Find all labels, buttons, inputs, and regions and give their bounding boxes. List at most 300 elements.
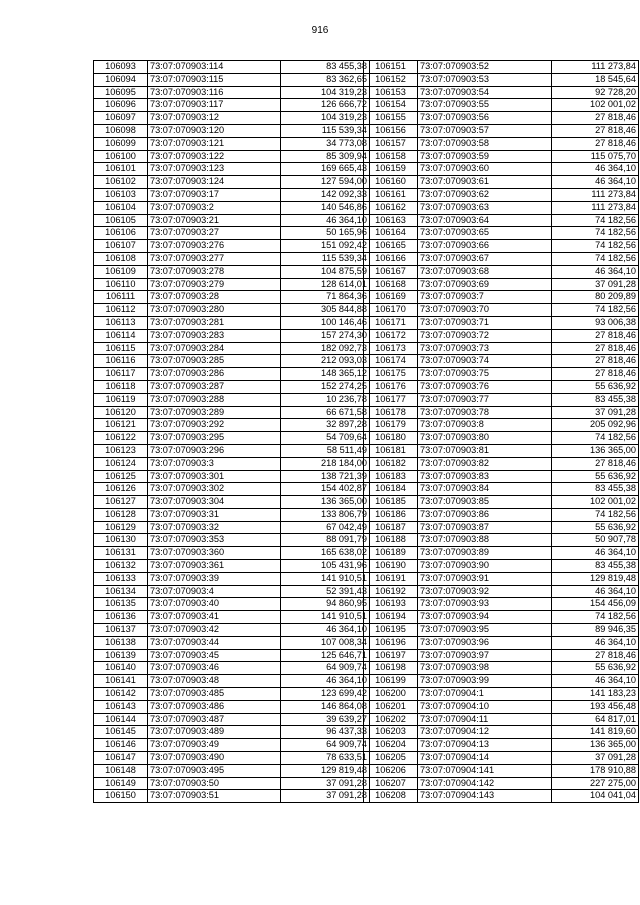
cadastral-number: 73:07:070903:280 — [148, 304, 281, 317]
table-row — [94, 444, 370, 457]
table-row — [364, 316, 639, 329]
cadastral-number: 73:07:070903:59 — [418, 150, 552, 163]
row-number: 106164 — [364, 227, 418, 240]
cadastral-number: 73:07:070903:283 — [148, 329, 281, 342]
row-number: 106124 — [94, 457, 148, 470]
table-row — [94, 124, 370, 137]
cadastral-number: 73:07:070903:360 — [148, 547, 281, 560]
cadastral-number: 73:07:070903:42 — [148, 624, 281, 637]
table-row — [94, 393, 370, 406]
table-row — [364, 777, 639, 790]
cadastral-number: 73:07:070903:289 — [148, 406, 281, 419]
cadastral-value: 46 364,10 — [552, 636, 639, 649]
row-number: 106134 — [94, 585, 148, 598]
row-number: 106100 — [94, 150, 148, 163]
row-number: 106137 — [94, 624, 148, 637]
row-number: 106176 — [364, 380, 418, 393]
cadastral-value: 89 946,35 — [552, 624, 639, 637]
table-row — [94, 419, 370, 432]
table-row — [364, 534, 639, 547]
cadastral-value: 178 910,88 — [552, 764, 639, 777]
table-row — [94, 585, 370, 598]
cadastral-value: 66 671,58 — [281, 406, 370, 419]
table-row — [94, 777, 370, 790]
table-row — [364, 688, 639, 701]
row-number: 106126 — [94, 483, 148, 496]
cadastral-number: 73:07:070903:87 — [418, 521, 552, 534]
table-row — [364, 368, 639, 381]
table-row — [94, 739, 370, 752]
row-number: 106149 — [94, 777, 148, 790]
cadastral-number: 73:07:070903:284 — [148, 342, 281, 355]
row-number: 106175 — [364, 368, 418, 381]
cadastral-value: 83 455,38 — [552, 483, 639, 496]
table-row — [364, 649, 639, 662]
row-number: 106151 — [364, 61, 418, 74]
cadastral-value: 141 910,51 — [281, 572, 370, 585]
cadastral-number: 73:07:070903:27 — [148, 227, 281, 240]
cadastral-number: 73:07:070903:71 — [418, 316, 552, 329]
cadastral-value: 128 614,01 — [281, 278, 370, 291]
cadastral-value: 115 075,70 — [552, 150, 639, 163]
table-row — [364, 176, 639, 189]
table-row — [94, 73, 370, 86]
row-number: 106172 — [364, 329, 418, 342]
cadastral-value: 55 636,92 — [552, 470, 639, 483]
cadastral-value: 27 818,46 — [552, 342, 639, 355]
table-row — [364, 355, 639, 368]
cadastral-value: 78 633,51 — [281, 752, 370, 765]
table-row — [364, 406, 639, 419]
cadastral-number: 73:07:070903:45 — [148, 649, 281, 662]
table-row — [94, 201, 370, 214]
row-number: 106199 — [364, 675, 418, 688]
row-number: 106132 — [94, 560, 148, 573]
row-number: 106187 — [364, 521, 418, 534]
table-row — [94, 432, 370, 445]
table-row — [94, 291, 370, 304]
cadastral-value: 50 907,78 — [552, 534, 639, 547]
row-number: 106148 — [94, 764, 148, 777]
cadastral-number: 73:07:070903:49 — [148, 739, 281, 752]
cadastral-value: 64 817,01 — [552, 713, 639, 726]
cadastral-number: 73:07:070903:50 — [148, 777, 281, 790]
row-number: 106205 — [364, 752, 418, 765]
cadastral-value: 10 236,78 — [281, 393, 370, 406]
cadastral-number: 73:07:070903:81 — [418, 444, 552, 457]
cadastral-number: 73:07:070903:76 — [418, 380, 552, 393]
row-number: 106157 — [364, 137, 418, 150]
cadastral-value: 64 909,74 — [281, 739, 370, 752]
cadastral-number: 73:07:070903:73 — [418, 342, 552, 355]
cadastral-value: 104 875,59 — [281, 265, 370, 278]
row-number: 106141 — [94, 675, 148, 688]
cadastral-value: 55 636,92 — [552, 521, 639, 534]
cadastral-value: 157 274,30 — [281, 329, 370, 342]
table-row — [364, 329, 639, 342]
table-row — [94, 240, 370, 253]
cadastral-number: 73:07:070903:51 — [148, 790, 281, 803]
row-number: 106130 — [94, 534, 148, 547]
cadastral-value: 37 091,28 — [552, 752, 639, 765]
cadastral-number: 73:07:070903:301 — [148, 470, 281, 483]
row-number: 106192 — [364, 585, 418, 598]
cadastral-number: 73:07:070903:286 — [148, 368, 281, 381]
cadastral-value: 141 819,60 — [552, 726, 639, 739]
cadastral-value: 46 364,10 — [552, 675, 639, 688]
cadastral-number: 73:07:070903:56 — [418, 112, 552, 125]
table-row — [364, 470, 639, 483]
table-row — [364, 508, 639, 521]
table-row — [364, 611, 639, 624]
table-row — [94, 560, 370, 573]
cadastral-value: 74 182,56 — [552, 227, 639, 240]
table-row — [94, 457, 370, 470]
cadastral-value: 141 910,51 — [281, 611, 370, 624]
cadastral-number: 73:07:070903:93 — [418, 598, 552, 611]
cadastral-value: 105 431,96 — [281, 560, 370, 573]
row-number: 106098 — [94, 124, 148, 137]
cadastral-number: 73:07:070903:278 — [148, 265, 281, 278]
cadastral-value: 93 006,38 — [552, 316, 639, 329]
cadastral-value: 37 091,28 — [281, 790, 370, 803]
cadastral-value: 27 818,46 — [552, 649, 639, 662]
table-row — [364, 163, 639, 176]
cadastral-value: 111 273,84 — [552, 61, 639, 74]
row-number: 106119 — [94, 393, 148, 406]
table-row — [94, 304, 370, 317]
cadastral-number: 73:07:070903:485 — [148, 688, 281, 701]
row-number: 106105 — [94, 214, 148, 227]
cadastral-value: 67 042,49 — [281, 521, 370, 534]
row-number: 106165 — [364, 240, 418, 253]
cadastral-value: 133 806,79 — [281, 508, 370, 521]
cadastral-number: 73:07:070903:92 — [418, 585, 552, 598]
cadastral-value: 54 709,64 — [281, 432, 370, 445]
cadastral-value: 107 008,34 — [281, 636, 370, 649]
cadastral-value: 34 773,08 — [281, 137, 370, 150]
cadastral-number: 73:07:070903:62 — [418, 188, 552, 201]
table-row — [94, 380, 370, 393]
cadastral-number: 73:07:070903:8 — [418, 419, 552, 432]
cadastral-value: 74 182,56 — [552, 252, 639, 265]
cadastral-number: 73:07:070903:74 — [418, 355, 552, 368]
row-number: 106108 — [94, 252, 148, 265]
table-row — [94, 624, 370, 637]
table-row — [94, 790, 370, 803]
cadastral-number: 73:07:070903:97 — [418, 649, 552, 662]
row-number: 106143 — [94, 700, 148, 713]
row-number: 106123 — [94, 444, 148, 457]
table-row — [94, 726, 370, 739]
cadastral-number: 73:07:070903:4 — [148, 585, 281, 598]
cadastral-number: 73:07:070903:96 — [418, 636, 552, 649]
row-number: 106193 — [364, 598, 418, 611]
cadastral-value: 74 182,56 — [552, 508, 639, 521]
table-row — [94, 764, 370, 777]
cadastral-value: 27 818,46 — [552, 457, 639, 470]
cadastral-value: 182 092,73 — [281, 342, 370, 355]
cadastral-value: 123 699,42 — [281, 688, 370, 701]
row-number: 106131 — [94, 547, 148, 560]
row-number: 106208 — [364, 790, 418, 803]
row-number: 106206 — [364, 764, 418, 777]
cadastral-value: 125 646,71 — [281, 649, 370, 662]
row-number: 106118 — [94, 380, 148, 393]
right-table-body — [364, 61, 639, 803]
row-number: 106107 — [94, 240, 148, 253]
cadastral-value: 127 594,00 — [281, 176, 370, 189]
table-row — [94, 316, 370, 329]
table-row — [364, 496, 639, 509]
cadastral-value: 148 365,12 — [281, 368, 370, 381]
table-row — [364, 739, 639, 752]
cadastral-number: 73:07:070903:52 — [418, 61, 552, 74]
page-number: 916 — [311, 25, 329, 36]
table-row — [364, 432, 639, 445]
cadastral-value: 46 364,10 — [552, 585, 639, 598]
cadastral-value: 55 636,92 — [552, 380, 639, 393]
cadastral-value: 27 818,46 — [552, 355, 639, 368]
row-number: 106094 — [94, 73, 148, 86]
table-row — [364, 572, 639, 585]
cadastral-value: 129 819,48 — [281, 764, 370, 777]
cadastral-number: 73:07:070903:487 — [148, 713, 281, 726]
table-row — [364, 150, 639, 163]
cadastral-number: 73:07:070903:70 — [418, 304, 552, 317]
cadastral-number: 73:07:070903:63 — [418, 201, 552, 214]
table-row — [94, 662, 370, 675]
table-row — [364, 713, 639, 726]
cadastral-number: 73:07:070903:57 — [418, 124, 552, 137]
table-row — [364, 86, 639, 99]
table-row — [94, 508, 370, 521]
cadastral-number: 73:07:070903:304 — [148, 496, 281, 509]
cadastral-value: 94 860,95 — [281, 598, 370, 611]
row-number: 106125 — [94, 470, 148, 483]
table-row — [94, 112, 370, 125]
row-number: 106154 — [364, 99, 418, 112]
table-row — [364, 99, 639, 112]
cadastral-number: 73:07:070903:85 — [418, 496, 552, 509]
row-number: 106156 — [364, 124, 418, 137]
cadastral-value: 151 092,42 — [281, 240, 370, 253]
cadastral-number: 73:07:070903:276 — [148, 240, 281, 253]
cadastral-number: 73:07:070903:490 — [148, 752, 281, 765]
row-number: 106183 — [364, 470, 418, 483]
table-row — [94, 278, 370, 291]
cadastral-value: 27 818,46 — [552, 368, 639, 381]
left-table-body — [94, 61, 370, 803]
cadastral-number: 73:07:070903:285 — [148, 355, 281, 368]
cadastral-value: 46 364,10 — [281, 675, 370, 688]
row-number: 106189 — [364, 547, 418, 560]
cadastral-value: 80 209,89 — [552, 291, 639, 304]
cadastral-number: 73:07:070903:121 — [148, 137, 281, 150]
table-row — [364, 73, 639, 86]
cadastral-value: 71 864,36 — [281, 291, 370, 304]
cadastral-value: 46 364,10 — [552, 547, 639, 560]
table-row — [364, 112, 639, 125]
table-row — [364, 304, 639, 317]
cadastral-value: 136 365,00 — [552, 444, 639, 457]
table-row — [94, 86, 370, 99]
table-row — [94, 752, 370, 765]
cadastral-value: 32 897,28 — [281, 419, 370, 432]
table-row — [364, 662, 639, 675]
cadastral-value: 218 184,00 — [281, 457, 370, 470]
table-row — [364, 585, 639, 598]
cadastral-value: 27 818,46 — [552, 124, 639, 137]
table-row — [94, 406, 370, 419]
cadastral-number: 73:07:070903:83 — [418, 470, 552, 483]
cadastral-number: 73:07:070903:295 — [148, 432, 281, 445]
row-number: 106163 — [364, 214, 418, 227]
table-row — [94, 99, 370, 112]
cadastral-number: 73:07:070903:122 — [148, 150, 281, 163]
cadastral-value: 74 182,56 — [552, 304, 639, 317]
table-row — [364, 380, 639, 393]
row-number: 106168 — [364, 278, 418, 291]
row-number: 106198 — [364, 662, 418, 675]
cadastral-value: 136 365,00 — [552, 739, 639, 752]
table-row — [94, 176, 370, 189]
row-number: 106174 — [364, 355, 418, 368]
row-number: 106161 — [364, 188, 418, 201]
cadastral-number: 73:07:070903:32 — [148, 521, 281, 534]
row-number: 106155 — [364, 112, 418, 125]
cadastral-number: 73:07:070904:142 — [418, 777, 552, 790]
cadastral-value: 92 728,20 — [552, 86, 639, 99]
row-number: 106129 — [94, 521, 148, 534]
cadastral-value: 74 182,56 — [552, 432, 639, 445]
row-number: 106167 — [364, 265, 418, 278]
row-number: 106103 — [94, 188, 148, 201]
table-row — [94, 368, 370, 381]
row-number: 106113 — [94, 316, 148, 329]
cadastral-value: 52 391,43 — [281, 585, 370, 598]
cadastral-number: 73:07:070903:99 — [418, 675, 552, 688]
cadastral-value: 96 437,33 — [281, 726, 370, 739]
table-row — [94, 342, 370, 355]
row-number: 106194 — [364, 611, 418, 624]
table-row — [364, 124, 639, 137]
cadastral-value: 18 545,64 — [552, 73, 639, 86]
row-number: 106146 — [94, 739, 148, 752]
table-row — [364, 547, 639, 560]
cadastral-value: 88 091,79 — [281, 534, 370, 547]
row-number: 106121 — [94, 419, 148, 432]
cadastral-number: 73:07:070903:69 — [418, 278, 552, 291]
row-number: 106188 — [364, 534, 418, 547]
cadastral-number: 73:07:070903:58 — [418, 137, 552, 150]
row-number: 106116 — [94, 355, 148, 368]
cadastral-number: 73:07:070903:86 — [418, 508, 552, 521]
cadastral-number: 73:07:070903:120 — [148, 124, 281, 137]
table-row — [364, 444, 639, 457]
cadastral-value: 55 636,92 — [552, 662, 639, 675]
cadastral-value: 83 455,38 — [552, 393, 639, 406]
table-row — [94, 137, 370, 150]
cadastral-value: 154 402,87 — [281, 483, 370, 496]
cadastral-number: 73:07:070904:13 — [418, 739, 552, 752]
cadastral-number: 73:07:070903:94 — [418, 611, 552, 624]
row-number: 106128 — [94, 508, 148, 521]
table-row — [94, 547, 370, 560]
cadastral-number: 73:07:070903:78 — [418, 406, 552, 419]
cadastral-number: 73:07:070903:7 — [418, 291, 552, 304]
cadastral-number: 73:07:070903:53 — [418, 73, 552, 86]
cadastral-value: 46 364,10 — [281, 624, 370, 637]
row-number: 106104 — [94, 201, 148, 214]
cadastral-number: 73:07:070903:116 — [148, 86, 281, 99]
row-number: 106182 — [364, 457, 418, 470]
cadastral-value: 46 364,10 — [552, 265, 639, 278]
table-row — [364, 457, 639, 470]
cadastral-number: 73:07:070904:143 — [418, 790, 552, 803]
row-number: 106135 — [94, 598, 148, 611]
cadastral-value: 83 455,38 — [281, 61, 370, 74]
row-number: 106106 — [94, 227, 148, 240]
cadastral-number: 73:07:070903:72 — [418, 329, 552, 342]
cadastral-number: 73:07:070903:31 — [148, 508, 281, 521]
table-row — [364, 726, 639, 739]
row-number: 106142 — [94, 688, 148, 701]
row-number: 106102 — [94, 176, 148, 189]
cadastral-number: 73:07:070904:12 — [418, 726, 552, 739]
cadastral-number: 73:07:070903:46 — [148, 662, 281, 675]
table-row — [364, 265, 639, 278]
table-row — [364, 624, 639, 637]
row-number: 106166 — [364, 252, 418, 265]
cadastral-number: 73:07:070903:277 — [148, 252, 281, 265]
cadastral-number: 73:07:070903:77 — [418, 393, 552, 406]
row-number: 106114 — [94, 329, 148, 342]
cadastral-number: 73:07:070903:95 — [418, 624, 552, 637]
cadastral-value: 27 818,46 — [552, 329, 639, 342]
cadastral-value: 193 456,48 — [552, 700, 639, 713]
cadastral-value: 205 092,96 — [552, 419, 639, 432]
table-row — [364, 227, 639, 240]
cadastral-number: 73:07:070903:296 — [148, 444, 281, 457]
table-row — [364, 214, 639, 227]
cadastral-value: 152 274,25 — [281, 380, 370, 393]
row-number: 106196 — [364, 636, 418, 649]
table-row — [94, 598, 370, 611]
row-number: 106179 — [364, 419, 418, 432]
cadastral-value: 37 091,28 — [552, 406, 639, 419]
cadastral-number: 73:07:070903:17 — [148, 188, 281, 201]
table-row — [364, 598, 639, 611]
table-row — [364, 483, 639, 496]
row-number: 106159 — [364, 163, 418, 176]
cadastral-value: 83 455,38 — [552, 560, 639, 573]
row-number: 106117 — [94, 368, 148, 381]
table-row — [364, 278, 639, 291]
cadastral-value: 111 273,84 — [552, 188, 639, 201]
cadastral-number: 73:07:070903:21 — [148, 214, 281, 227]
cadastral-value: 165 638,02 — [281, 547, 370, 560]
cadastral-number: 73:07:070904:10 — [418, 700, 552, 713]
cadastral-value: 46 364,10 — [281, 214, 370, 227]
cadastral-number: 73:07:070903:80 — [418, 432, 552, 445]
table-row — [364, 764, 639, 777]
cadastral-value: 46 364,10 — [552, 176, 639, 189]
cadastral-number: 73:07:070903:361 — [148, 560, 281, 573]
row-number: 106099 — [94, 137, 148, 150]
cadastral-number: 73:07:070903:88 — [418, 534, 552, 547]
cadastral-number: 73:07:070903:3 — [148, 457, 281, 470]
